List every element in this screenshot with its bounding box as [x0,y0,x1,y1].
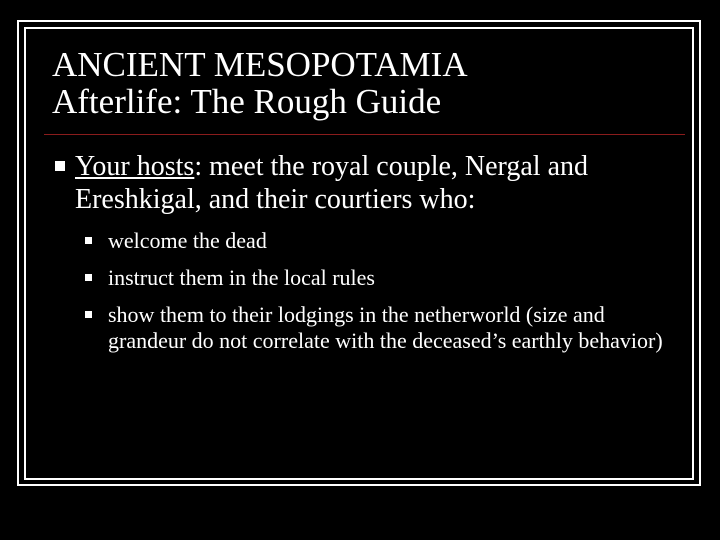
bullet-lead-hosts: Your hosts [75,151,195,182]
title-line-1: ANCIENT MESOPOTAMIA [52,45,468,84]
square-bullet-icon [85,237,92,244]
square-bullet-icon [55,161,65,171]
square-bullet-icon [85,311,92,318]
sub-bullet-item [85,228,682,254]
bullet-list [52,150,682,365]
bullet-text-hosts: : meet the royal couple, Nergal and Ereshkigal, and their courtiers who: [75,151,588,215]
slide-title [52,46,692,120]
sub-bullet-text: instruct them in the local rules [108,265,375,290]
sub-bullet-list [52,228,682,354]
title-line-2: Afterlife: The Rough Guide [52,82,442,121]
sub-bullet-item [85,265,682,291]
sub-bullet-text: show them to their lodgings in the netherworld (size and grandeur do not correlate with the deceased’s earthly behavior) [108,302,663,353]
bullet-item-hosts [52,150,682,216]
sub-bullet-item [85,302,682,354]
sub-bullet-text: welcome the dead [108,228,267,253]
title-divider [44,134,685,135]
square-bullet-icon [85,274,92,281]
